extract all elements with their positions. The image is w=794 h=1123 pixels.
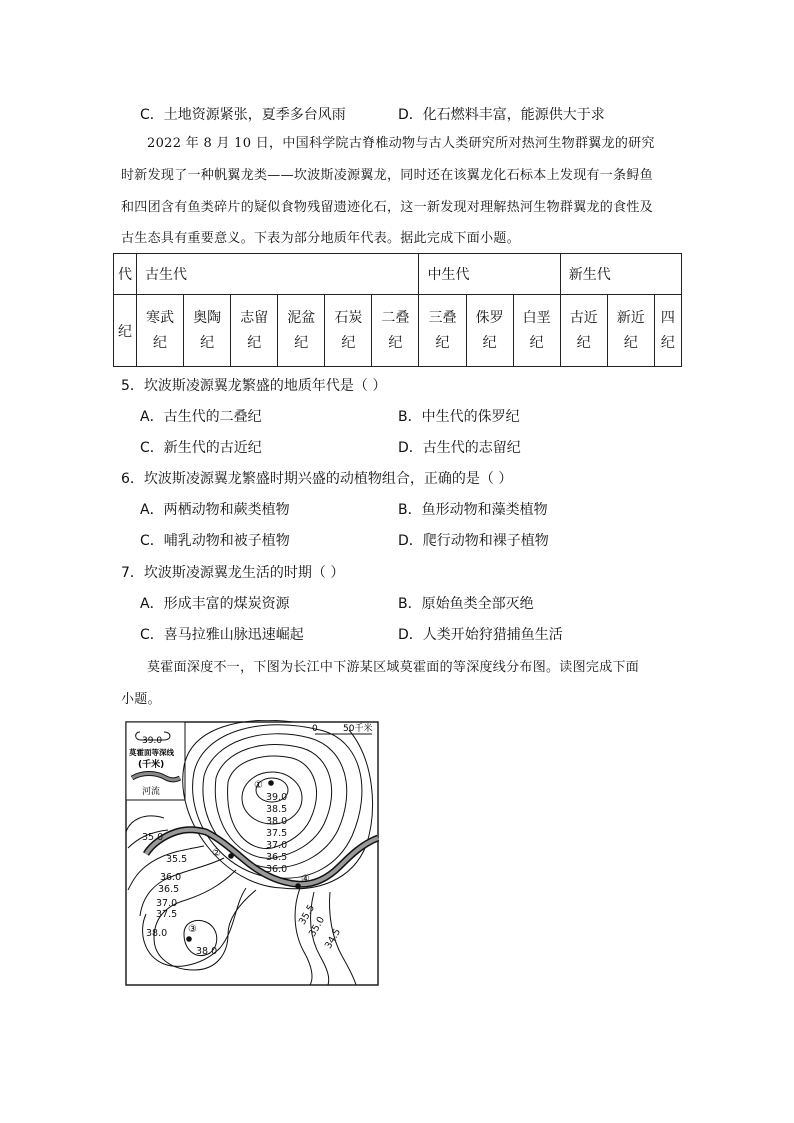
contour-label: 39.0 bbox=[266, 792, 288, 803]
contour-label: 38.0 bbox=[266, 816, 288, 827]
map-legend bbox=[126, 722, 185, 800]
point-4-label: ④ bbox=[301, 874, 310, 885]
passage1-line4: 古生态具有重要意义。下表为部分地质年代表。据此完成下面小题。 bbox=[121, 231, 521, 246]
q5-option-a[interactable]: A．古生代的二叠纪 bbox=[140, 409, 262, 425]
legend-river-label: 河流 bbox=[142, 787, 161, 797]
q7-option-a[interactable]: A．形成丰富的煤炭资源 bbox=[140, 596, 290, 612]
q7-option-b[interactable]: B．原始鱼类全部灭绝 bbox=[398, 596, 534, 612]
contour-label: 35.5 bbox=[166, 854, 188, 865]
contour-label: 36.0 bbox=[160, 872, 182, 883]
q6-option-b[interactable]: B．鱼形动物和藻类植物 bbox=[398, 502, 548, 518]
q5-option-d[interactable]: D．古生代的志留纪 bbox=[398, 440, 521, 456]
period-cell: 古近 纪 bbox=[560, 295, 607, 367]
contour-label: 35.0 bbox=[307, 914, 328, 939]
legend-unit-label: (千米) bbox=[138, 760, 165, 770]
scale-zero: 0 bbox=[312, 724, 318, 734]
point-1-marker bbox=[268, 780, 274, 786]
contour-label: 37.0 bbox=[266, 840, 288, 851]
q5-option-b[interactable]: B．中生代的侏罗纪 bbox=[398, 409, 520, 425]
question-6-stem: 6．坎波斯凌源翼龙繁盛时期兴盛的动植物组合，正确的是（ ） bbox=[121, 471, 513, 487]
q6-option-a[interactable]: A．两栖动物和蕨类植物 bbox=[140, 502, 290, 518]
q6-option-c[interactable]: C．哺乳动物和被子植物 bbox=[140, 533, 290, 549]
contour-label: 37.5 bbox=[266, 828, 288, 839]
contour-label: 38.0 bbox=[146, 928, 168, 939]
period-cell: 石炭 纪 bbox=[325, 295, 372, 367]
period-cell: 新近 纪 bbox=[607, 295, 654, 367]
period-row bbox=[114, 295, 682, 367]
contour-label: 38.0 bbox=[196, 946, 218, 957]
point-4-marker bbox=[295, 883, 301, 889]
era-mesozoic: 中生代 bbox=[419, 254, 560, 295]
contour-label: 36.5 bbox=[158, 884, 180, 895]
point-1-label: ① bbox=[254, 780, 263, 791]
period-cell: 四 纪 bbox=[654, 295, 681, 367]
contour-label: 35.0 bbox=[142, 832, 164, 843]
passage2-line2: 小题。 bbox=[121, 692, 161, 707]
contour-label: 38.5 bbox=[266, 804, 288, 815]
point-3-label: ③ bbox=[188, 924, 197, 935]
contour-label: 34.5 bbox=[323, 926, 344, 951]
period-cell: 侏罗 纪 bbox=[466, 295, 513, 367]
passage2-line1: 莫霍面深度不一，下图为长江中下游某区域莫霍面的等深度线分布图。读图完成下面 bbox=[147, 660, 640, 675]
q6-option-d[interactable]: D．爬行动物和裸子植物 bbox=[398, 533, 549, 549]
q7-option-c[interactable]: C．喜马拉雅山脉迅速崛起 bbox=[140, 627, 304, 643]
era-cenozoic: 新生代 bbox=[560, 254, 681, 295]
question-7-stem: 7．坎波斯凌源翼龙生活的时期（ ） bbox=[121, 565, 345, 581]
scale-end: 50千米 bbox=[343, 724, 373, 734]
passage1-line3: 和四团含有鱼类碎片的疑似食物残留遗迹化石，这一新发现对理解热河生物群翼龙的食性及 bbox=[121, 200, 654, 215]
period-cell: 志留 纪 bbox=[231, 295, 278, 367]
period-cell: 奥陶 纪 bbox=[184, 295, 231, 367]
contour-label: 35.5 bbox=[297, 902, 318, 927]
contour-label: 37.0 bbox=[156, 898, 178, 909]
era-paleozoic: 古生代 bbox=[137, 254, 419, 295]
era-row-label: 代 bbox=[114, 254, 137, 295]
period-cell: 泥盆 纪 bbox=[278, 295, 325, 367]
contour-label: 36.0 bbox=[266, 864, 288, 875]
era-row bbox=[114, 254, 682, 295]
period-cell: 白垩 纪 bbox=[513, 295, 560, 367]
point-2-label: ② bbox=[212, 848, 221, 859]
period-row-label: 纪 bbox=[114, 295, 137, 367]
geologic-time-table bbox=[113, 253, 682, 367]
q5-option-c[interactable]: C．新生代的古近纪 bbox=[140, 440, 262, 456]
legend-contour-value: 39.0 bbox=[142, 736, 163, 746]
period-cell: 寒武 纪 bbox=[137, 295, 184, 367]
passage1-line2: 时新发现了一种帆翼龙类——坎波斯凌源翼龙，同时还在该翼龙化石标本上发现有一条鲟鱼 bbox=[121, 168, 654, 183]
passage1-line1: 2022 年 8 月 10 日，中国科学院古脊椎动物与古人类研究所对热河生物群翼龙的研究 bbox=[147, 136, 655, 151]
contour-label: 36.5 bbox=[266, 852, 288, 863]
prev-option-d: D．化石燃料丰富，能源供大于求 bbox=[398, 107, 605, 123]
legend-contour-label: 莫霍面等深线 bbox=[129, 748, 174, 757]
period-cell: 三叠 纪 bbox=[419, 295, 466, 367]
period-cell: 二叠 纪 bbox=[372, 295, 419, 367]
prev-option-c: C．土地资源紧张，夏季多台风雨 bbox=[140, 107, 346, 123]
point-3-marker bbox=[186, 936, 192, 942]
q7-option-d[interactable]: D．人类开始狩猎捕鱼生活 bbox=[398, 627, 563, 643]
contour-label: 37.5 bbox=[156, 909, 178, 920]
moho-contour-map bbox=[124, 720, 380, 988]
point-2-marker bbox=[228, 853, 234, 859]
question-5-stem: 5．坎波斯凌源翼龙繁盛的地质年代是（ ） bbox=[121, 378, 387, 394]
